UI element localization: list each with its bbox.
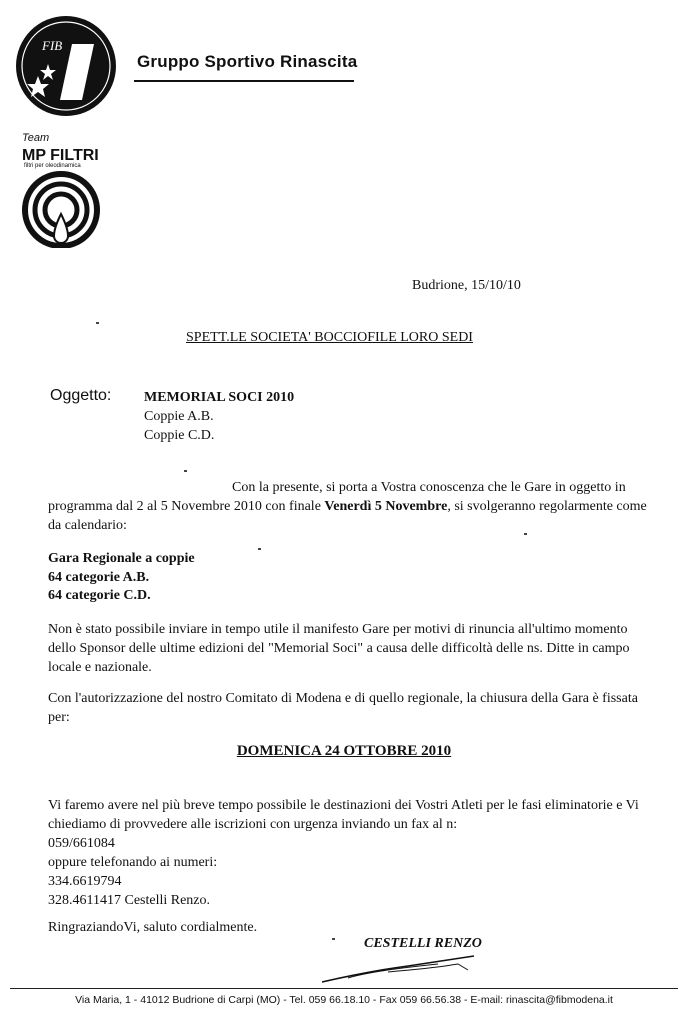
scan-speck [96, 322, 99, 324]
subject-label: Oggetto: [50, 387, 112, 404]
para1-start: Con la presente, si porta a Vostra conoscenza che le Gare in oggetto in programma dal 2 al 5 Novembre 2010 con finale [48, 480, 626, 514]
deadline-date: DOMENICA 24 OTTOBRE 2010 [236, 743, 452, 759]
final-date: Venerdì 5 Novembre [324, 499, 448, 514]
subject-line-ab: Coppie A.B. [144, 409, 214, 424]
scan-speck [258, 548, 261, 550]
signature [318, 952, 478, 986]
fib-logo [14, 14, 118, 118]
paragraph-intro [48, 478, 658, 535]
scan-speck [332, 938, 335, 940]
sponsor-tag: filtri per oleodinamica [24, 163, 81, 169]
logo-text: FIB [42, 38, 63, 53]
para1-end: , si svolgeranno regolarmente come da calendario: [48, 499, 647, 533]
subject-title: MEMORIAL SOCI 2010 [144, 390, 295, 405]
phone-intro: oppure telefonando ai numeri: [48, 855, 218, 870]
fax-number: 059/661084 [48, 836, 115, 851]
scan-speck [524, 533, 527, 535]
gara-category-cd: 64 categorie C.D. [48, 588, 151, 603]
signer-name: CESTELLI RENZO [364, 936, 482, 951]
sponsor-name: MP FILTRI [22, 147, 99, 164]
footer-address: Via Maria, 1 - 41012 Budrione di Carpi (MO) - Tel. 059 66.18.10 - Fax 059 66.56.38 - E-mail: rinascita@fibmodena.it [75, 994, 613, 1006]
paragraph-registration: Vi faremo avere nel più breve tempo possibile le destinazioni dei Vostri Atleti per le fasi eliminatorie e Vi chiediamo di provvedere alle iscrizioni con urgenza inviando un fax al n: [48, 798, 639, 832]
letter-date: Budrione, 15/10/10 [412, 278, 521, 293]
recipient-line: SPETT.LE SOCIETA' BOCCIOFILE LORO SEDI [186, 330, 473, 345]
footer-rule [10, 988, 678, 989]
scan-speck [184, 470, 187, 472]
team-label: Team [22, 132, 50, 144]
header-rule [134, 80, 354, 82]
subject-line-cd: Coppie C.D. [144, 428, 215, 443]
gara-category-ab: 64 categorie A.B. [48, 570, 150, 585]
closing-line: RingraziandoVi, saluto cordialmente. [48, 920, 258, 935]
phone-number-2: 328.4611417 Cestelli Renzo. [48, 893, 211, 908]
paragraph-deadline: Con l'autorizzazione del nostro Comitato di Modena e di quello regionale, la chiusura della Gara è fissata per: [48, 691, 638, 725]
org-name: Gruppo Sportivo Rinascita [137, 52, 358, 71]
sponsor-logo [22, 142, 110, 164]
paragraph-sponsor: Non è stato possibile inviare in tempo utile il manifesto Gare per motivi di rinuncia all'ultimo momento dello Sponsor delle ultime edizioni del "Memorial Soci" a causa delle difficoltà delle ns. Ditte in campo locale e nazionale. [48, 622, 630, 675]
gara-title: Gara Regionale a coppie [48, 551, 195, 566]
phone-number-1: 334.6619794 [48, 874, 122, 889]
target-logo [20, 170, 102, 248]
